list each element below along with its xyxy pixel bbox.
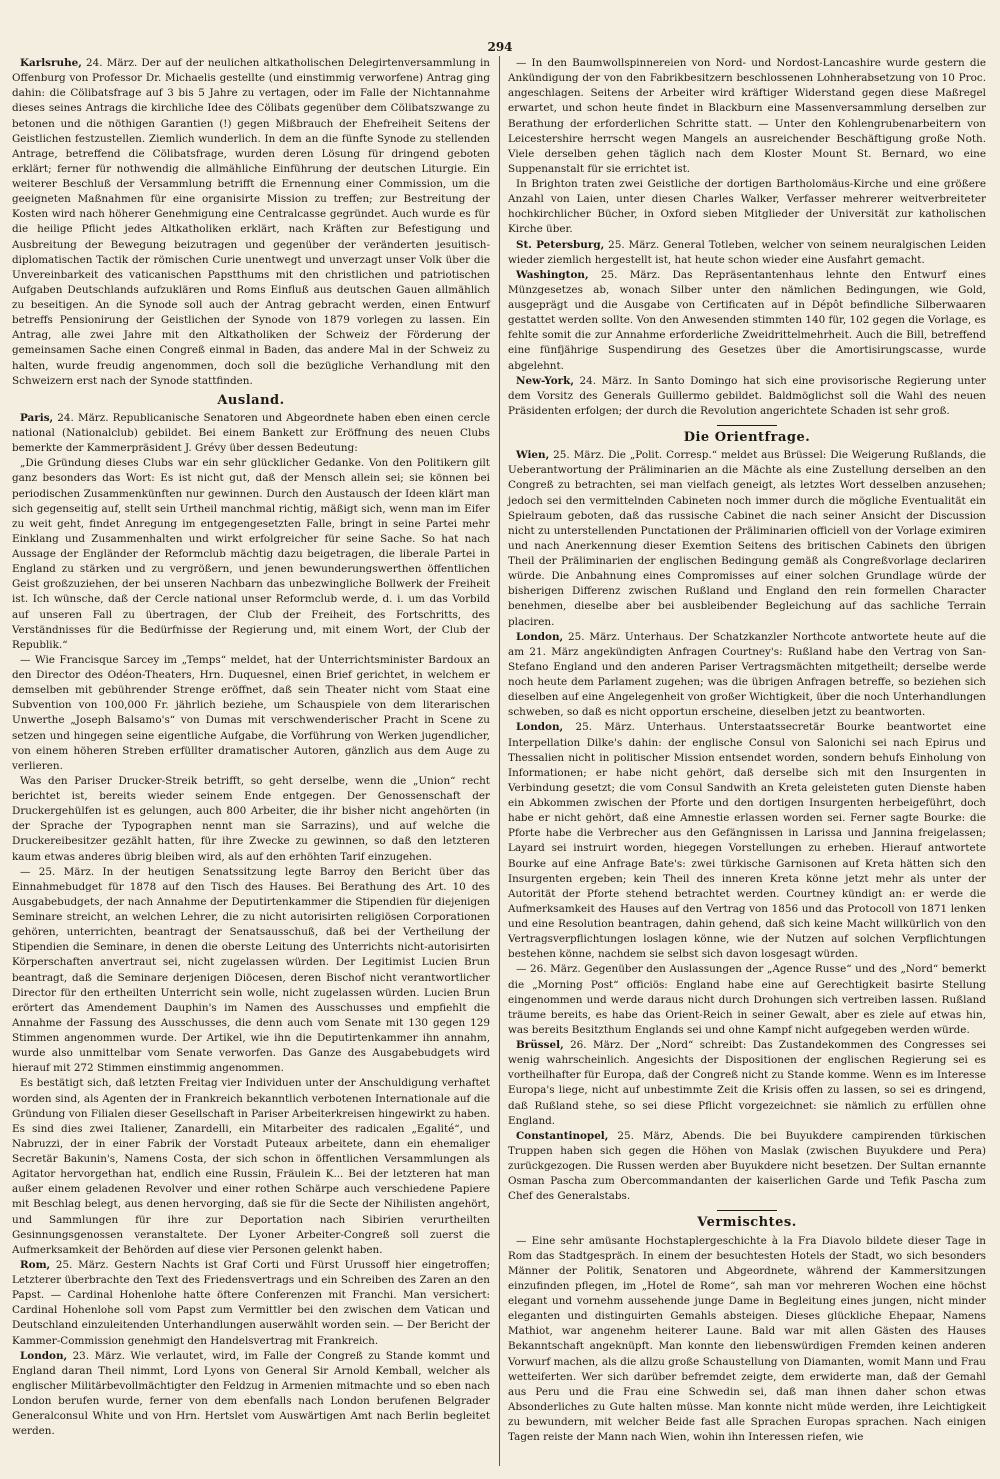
section-rule	[717, 425, 777, 426]
article-wien	[508, 448, 986, 630]
dateline: Constantinopel,	[516, 1129, 609, 1142]
article-text: 26. März. Der „Nord“ schreibt: Das Zustandekommen des Congresses sei wenig wahrscheinlich. Angesichts der Dispositionen der englischen Regierung sei es vortheilhafter für Europa, daß der Congreß nicht zu Stande komme. Wenn es im Interesse Europa's liege, nicht auf unbestimmte Zeit die Krisis offen zu lassen, so sei es dringend, daß Rußland stehe, so sei diese Pflicht vorgezeichnet: sie nämlich zu erfüllen ohne England.	[508, 1039, 986, 1127]
dateline: Paris,	[20, 411, 54, 424]
article-rom	[12, 1258, 490, 1349]
article-text: 25. März. Unterhaus. Unterstaatssecretär Bourke beantwortet eine Interpellation Dilke's dahin: der englische Consul von Salonichi sei nach Epirus und Thessalien nicht in politischer Mission entsendet worden, sondern behufs Einholung von Informationen; er habe nicht gehört, daß derselbe sich mit den Insurgenten in Verbindung gesetzt; die vom Consul Sandwith an Kreta geleisteten guten Dienste haben ein Abkommen zwischen der Pforte und den dortigen Insurgenten herbeigeführt, doch habe er nicht gehört, daß eine Amnestie erlassen worden sei. Ferner sagte Bourke: die Pforte habe die Verbrecher aus den Gefängnissen in Larissa und Jannina freigelassen; Layard sei instruirt worden, hiegegen Vorstellungen zu erheben. Hierauf antwortete Bourke auf eine Anfrage Bate's: zwei türkische Garnisonen auf Kreta hätten sich den Insurgenten ergeben; kein Theil des inneren Kreta könne jetzt mehr als unter der Autorität der Pforte stehend betrachtet werden. Courtney kündigt an: er werde die Aufmerksamkeit des Hauses auf den Vertrag von 1856 und das Protocoll von 1871 lenken und eine Resolution beantragen, dahin gehend, daß sich keine Macht willkürlich von den Vertragsverpflichtungen loslagen könne, wie der Nutzen auf solchen Verpflichtungen bestehen könne, nachdem sie selbst sich davon losgesagt würden.	[508, 721, 986, 961]
article-text: 25. März. Das Repräsentantenhaus lehnte den Entwurf eines Münzgesetzes ab, wonach Silber unter den nämlichen Bedingungen, wie Gold, ausgeprägt und die Ausgabe von Certificaten auf in Dépôt befindliche Silberwaaren gestattet werden sollte. Von den Anwesenden stimmten 140 für, 102 gegen die Vorlage, es fehlte somit die zur Annahme erforderliche Zweidrittelmehrheit. Auch die Bill, betreffend eine fünfjährige Suspendirung des Gesetzes über die Amortisirungscasse, wurde abgelehnt.	[508, 268, 986, 372]
article-london	[12, 1349, 490, 1440]
section-heading-ausland: Ausland.	[217, 392, 285, 408]
left-column	[12, 56, 490, 1439]
article-karlsruhe	[12, 56, 490, 389]
article-hochstapler: — Eine sehr amüsante Hochstaplergeschichte à la Fra Diavolo bildete dieser Tage in Rom das Stadtgespräch. In einem der besuchtesten Hotels der Stadt, wo sich besonders Männer der Politik, Senatoren und Abgeordnete, während der Kammersitzungen einzufinden pflegen, im „Hotel de Rome“, sah man vor mehreren Wochen eine höchst elegant und vornehm aussehende junge Dame in Begleitung eines jungen, nicht minder eleganten und distinguirten Gemahls absteigen. Dieses glückliche Ehepaar, Namens Mathiot, war angenehm heiterer Laune. Bald war mit allen Gästen des Hauses Bekanntschaft angeknüpft. Man konnte den liebenswürdigen Fremden keinen anderen Vorwurf machen, als die allzu große Schaustellung von Diamanten, womit Mann und Frau wetteiferten. Wer sich darüber befremdet zeigte, dem erwiderte man, daß der Gemahl aus Peru und die Frau eine Schwedin sei, daß man ihnen daher schon etwas Absonderliches zu Gute halten müsse. Man konnte nicht müde werden, ihre Leichtigkeit zu bewundern, mit welcher Beide fast alle Sprachen Europas sprachen. Nach einigen Tagen reiste der Mann nach Wien, wohin ihn Interessen riefen, wie	[508, 1234, 986, 1444]
dateline: London,	[20, 1349, 68, 1362]
article-london-northcote	[508, 630, 986, 721]
article-paris-internationale: Es bestätigt sich, daß letzten Freitag vier Individuen unter der Anschuldigung verhaftet worden sind, als Agenten der in Frankreich bekanntlich verbotenen Internationale auf die Gründung von Filialen dieser Gesellschaft in Pariser Arbeiterkreisen hingewirkt zu haben. Es sind dies zwei Italiener, Zanardelli, ein Mitarbeiter des radicalen „Egalité“, und Nabruzzi, der in einer Fabrik der Vorstadt Puteaux arbeitete, dann ein ehemaliger Secretär Bakunin's, Namens Costa, der sich schon in öffentlichen Versammlungen als Agitator hervorgethan hat, endlich eine Russin, Fräulein K... Bei der letzteren hat man außer einem geladenen Revolver und einer rothen Schärpe auch verschiedene Papiere mit Beschlag belegt, aus denen hervorging, daß sie für die Secte der Nihilisten angehört, und Sammlungen für ihre zur Deportation nach Sibirien verurtheilten Gesinnungsgenossen veranstaltete. Der Lyoner Arbeiter-Congreß soll zuerst die Aufmerksamkeit der Behörden auf diese vier Personen gelenkt haben.	[12, 1077, 490, 1256]
section-rule	[717, 1210, 777, 1211]
article-text: 25. März. Unterhaus. Der Schatzkanzler Northcote antwortete heute auf die am 21. März angekündigten Anfragen Courtney's: Rußland habe den Vertrag von San-Stefano England und den anderen Pariser Vertragsmächten mitgetheilt; derselbe werde noch heute dem Parlament zugehen; was die übrigen Anfragen betreffe, so beziehen sich dieselben auf eine Angelegenheit von großer Wichtigkeit, über die noch Unterhandlungen schweben, so daß es nicht opportun erscheine, dieselben jetzt zu beantworten.	[508, 630, 986, 719]
dateline: Karlsruhe,	[20, 57, 82, 69]
article-petersburg	[508, 238, 986, 268]
dateline: St. Petersburg,	[516, 238, 605, 251]
article-paris-senate: — 25. März. In der heutigen Senatssitzung legte Barroy den Bericht über das Einnahmebudget für 1878 auf den Tisch des Hauses. Bei Berathung des Art. 10 des Ausgabebudgets, der nach Annahme der Deputirtenkammer die Stipendien für diejenigen Seminare streicht, an welchen Lehrer, die zu nicht autorisirten religiösen Corporationen gehören, unterrichten, beantragt der Senatsausschuß, daß bei der Vertheilung der Stipendien die Seminare, in denen die oberste Leitung des Unterrichts nicht-autorisirten Körperschaften anvertraut sei, nicht zugelassen würden. Der Legitimist Lucien Brun beantragt, daß die Seminare derjenigen Diöcesen, deren Bischof nicht verantwortlicher Director für den ertheilten Unterricht sein wolle, nicht zugelassen würden. Lucien Brun erörtert das Amendement Dauphin's im Namen des Ausschusses und empfiehlt die Annahme der Fassung des Ausschusses, die denn auch vom Senate mit 130 gegen 129 Stimmen angenommen wurde. Der Artikel, wie ihn die Deputirtenkammer ihn annahm, wurde also unmittelbar vom Senate verworfen. Das Ganze des Ausgabebudgets wird hierauf mit 272 Stimmen einstimmig angenommen.	[12, 865, 490, 1075]
article-london-bourke	[508, 720, 986, 962]
article-paris-odeon: — Wie Francisque Sarcey im „Temps“ meldet, hat der Unterrichtsminister Bardoux an den Director des Odéon-Theaters, Hrn. Duquesnel, einen Brief gerichtet, in welchem er demselben mit gebührender Strenge eröffnet, daß sein Theater nicht vom Staat eine Subvention von 100,000 Fr. jährlich beziehe, um Schauspiele von dem literarischen Unwerthe „Joseph Balsamo's“ von Dumas mit verschwenderischer Pracht in Scene zu setzen und hingegen seine eigentliche Aufgabe, die Vorführung von Werken jugendlicher, von einem höheren Streben erfüllter dramatischer Autoren, gänzlich aus dem Auge zu verlieren.	[12, 653, 490, 772]
article-paris-strike: Was den Pariser Drucker-Streik betrifft, so geht derselbe, wenn die „Union“ recht berichtet ist, bereits wieder seinem Ende entgegen. Der Genossenschaft der Druckergehülfen ist es gelungen, auch 800 Arbeiter, die ihr bisher nicht angehörten (in der Sprache der Typographen nennt man sie Sarrazins), und auf welche die Druckereibesitzer gezählt hatten, für ihre Zwecke zu gewinnen, so daß den letzteren kaum etwas anderes übrig bleiben wird, als auf den erhöhten Tarif einzugehen.	[12, 774, 490, 863]
article-paris	[12, 411, 490, 456]
right-column	[508, 56, 986, 1445]
article-constantinopel	[508, 1129, 986, 1205]
dateline: Brüssel,	[516, 1039, 564, 1051]
section-heading-orientfrage: Die Orientfrage.	[683, 430, 811, 445]
article-new-york	[508, 374, 986, 419]
article-text: 23. März. Wie verlautet, wird, im Falle der Congreß zu Stande kommt und England daran Theil nimmt, Lord Lyons von General Sir Arnold Kemball, welcher als englischer Militärbevollmächtigter den Feldzug in Armenien mitmachte und so eben nach London berufen wurde, ferner von dem ebenfalls nach London berufenen Belgrader Generalconsul White und von Hrn. Hertslet vom Auswärtigen Amt nach Berlin begleitet werden.	[12, 1349, 490, 1438]
dateline: Rom,	[20, 1258, 51, 1271]
article-lancashire: — In den Baumwollspinnereien von Nord- und Nordost-Lancashire wurde gestern die Ankündigung der von den Fabrikbesitzern beschlossenen Lohnherabsetzung von 10 Proc. angeschlagen. Seitens der Arbeiter wird kräftiger Widerstand gegen diese Maßregel erwartet, und schon heute findet in Blackburn eine Massenversammlung derselben zur Berathung der erforderlichen Schritte statt. — Unter den Kohlengrubenarbeitern von Leicestershire herrscht wegen Mangels an ausreichender Beschäftigung große Noth. Viele derselben gehen täglich nach dem Kloster Mount St. Bernard, wo eine Suppenanstalt für sie errichtet ist.	[508, 57, 986, 175]
dateline: London,	[516, 721, 564, 734]
dateline: New-York,	[516, 374, 574, 387]
article-brighton: In Brighton traten zwei Geistliche der dortigen Bartholomäus-Kirche und eine größere Anzahl von Laien, unter diesen Charles Walker, Verfasser mehrerer weitverbreiteter hochkirchlicher Bücher, in Oxford sieben Mitglieder der Universität zur katholischen Kirche über.	[508, 178, 986, 236]
page-number: 294	[487, 40, 513, 54]
column-divider	[499, 56, 500, 1466]
article-text: 24. März. Republicanische Senatoren und Abgeordnete haben eben einen cercle national (Nationalclub) gebildet. Bei einem Bankett zur Eröffnung des neuen Clubs bemerkte der Kammerpräsident J. Grévy über dessen Bedeutung:	[12, 411, 490, 455]
dateline: Wien,	[516, 449, 550, 462]
section-heading-vermischtes: Vermischtes.	[697, 1215, 797, 1231]
article-text: 25. März. Gestern Nachts ist Graf Corti und Fürst Urussoff hier eingetroffen; Letzterer überbrachte den Text des Friedensvertrags und ein Schreiben des Zaren an den Papst. — Cardinal Hohenlohe hatte öftere Conferenzen mit Franchi. Man versichert: Cardinal Hohenlohe soll vom Papst zum Vermittler bei den zwischen dem Vatican und Deutschland einzuleitenden Unterhandlungen auserwählt worden sein. — Der Bericht der Kammer-Commission genehmigt den Handelsvertrag mit Frankreich.	[12, 1258, 490, 1347]
article-text: 25. März, Abends. Die bei Buyukdere campirenden türkischen Truppen haben sich gegen die Höhen von Maslak (zwischen Buyukdere und Pera) zurückgezogen. Die Russen werden aber Buyukdere nicht besetzen. Der Sultan ernannte Osman Pascha zum Obercommandanten der kaiserlichen Garde und Tefik Pascha zum Chef des Generalstabs.	[508, 1129, 986, 1203]
dateline: London,	[516, 630, 564, 643]
article-bruessel	[508, 1038, 986, 1129]
article-text: 24. März. In Santo Domingo hat sich eine provisorische Regierung unter dem Vorsitz des Generals Guillermo gebildet. Baldmöglichst soll die Wahl des neuen Präsidenten erfolgen; der durch die Revolution angerichtete Schaden ist sehr groß.	[508, 374, 986, 417]
article-text: 25. März. General Totleben, welcher von seinem neuralgischen Leiden wieder ziemlich hergestellt ist, hat heute schon wieder eine Ausfahrt gemacht.	[508, 238, 986, 266]
dateline: Washington,	[516, 268, 589, 281]
article-text: 24. März. Der auf der neulichen altkatholischen Delegirtenversammlung in Offenburg von Professor Dr. Michaelis gestellte (und einstimmig verworfene) Antrag ging dahin: die Cölibatsfrage auf 3 bis 5 Jahre zu vertagen, oder im Falle der Nichtannahme dieses seines Antrags die kirchliche Idee des Cölibats gegenüber dem Cölibatszwange zu betonen und die nöthigen Garantien (!) gegen Mißbrauch der Ehefreiheit Seitens der Geistlichen festzustellen. Ziemlich wunderlich. In dem an die fünfte Synode zu stellenden Antrage, betreffend die Cölibatsfrage, wurden deren Lösung für dringend geboten erklärt; ferner für nothwendig die allmähliche Einführung der deutschen Liturgie. Ein weiterer Beschluß der Versammlung betrifft die Ernennung einer Commission, um die geeigneten Maßnahmen für eine organisirte Mission zu treffen; zur Bestreitung der Kosten wird nach höherer Genehmigung eine Centralcasse gegründet. Auch wurde es für die heilige Pflicht jedes Altkatholiken erklärt, nach Kräften zur Befestigung und Ausbreitung der Bewegung beizutragen und gegenüber der veränderten jesuitisch-diplomatischen Tactik der römischen Curie unentwegt und unverzagt unser Volk über die Unvereinbarkeit des vaticanischen Papstthums mit den christlichen und patriotischen Aufgaben Deutschlands aufzuklären und Roms Einfluß aus deutschen Gauen allmählich zu beseitigen. An die Synode soll auch der Antrag gebracht werden, einen Entwurf betreffs Pensionirung der Geistlichen der Synode von 1879 vorlegen zu lassen. Ein Antrag, alle zwei Jahre mit den Altkatholiken der Schweiz der Förderung der gemeinsamen Sache einen Congreß einmal in Baden, das andere Mal in der Schweiz zu halten, wurde freudig angenommen, doch soll die bezügliche Verhandlung mit den Schweizern erst nach der Synode stattfinden.	[12, 57, 490, 387]
article-text: 25. März. Die „Polit. Corresp.“ meldet aus Brüssel: Die Weigerung Rußlands, die Ueberantwortung der Präliminarien an die Mächte als eine Zustellung derselben an den Congreß zu betrachten, sei man vielfach geneigt, als letztes Wort desselben anzusehen; jedoch sei den vermittelnden Cabineten noch immer durch die mögliche Eventualität ein Spielraum geboten, daß das russische Cabinet die nach seiner Ansicht der Discussion nicht zu unterstellenden Punctationen der Präliminarien officiell von der Vorlage eximiren und nach Anerkennung dieser Exemtion Seitens des britischen Cabinets den übrigen Theil der Präliminarien der englischen Bedingung gemäß als Congreßvorlage declariren würde. Die Anbahnung eines Compromisses auf einer solchen Grundlage würde der bisherigen Differenz zwischen Rußland und England den rein formellen Character benehmen, dieselbe aber bei ausbleibender Begleichung auf das sachliche Terrain placiren.	[508, 449, 986, 628]
article-morning-post: — 26. März. Gegenüber den Auslassungen der „Agence Russe“ und des „Nord“ bemerkt die „Morning Post“ officiös: England habe eine auf Gerechtigkeit basirte Stellung eingenommen und werde daraus nicht durch Drohungen sich vertreiben lassen. Rußland träume bereits, es habe das Orient-Reich in seiner Gewalt, aber es ziele auf etwas hin, was bereits Besitzthum Englands sei und ohne Kampf nicht aufgegeben werden würde.	[508, 963, 986, 1036]
article-paris-quote: „Die Gründung dieses Clubs war ein sehr glücklicher Gedanke. Von den Politikern gilt ganz besonders das Wort: Es ist nicht gut, daß der Mensch allein sei; sie können bei periodischen Zusammenkünften nur gewinnen. Durch den Austausch der Ideen klärt man sich gegenseitig auf, stellt sein Urtheil manchmal richtig, mäßigt sich, wenn man im Eifer zu weit geht, findet Anregung im entgegengesetzten Falle, bringt in seine Partei mehr Einklang und Zusammenhalten und wirkt erfolgreicher für seine Sache. So hat nach Aussage der Engländer der Reformclub mächtig dazu beigetragen, die liberale Partei in England zu stärken und zu vergrößern, und jenen bewunderungswerthen öffentlichen Geist großzuziehen, der bei unseren Nachbarn das unbezwingliche Bollwerk der Freiheit ist. Ich wünsche, daß der Cercle national unser Reformclub werde, d. i. um das Vorbild auf unseren Fall zu übertragen, der Club der Freiheit, des Fortschritts, des Verständnisses für die Bedürfnisse der Regierung und, mit einem Wort, der Club der Republik.“	[12, 457, 490, 651]
article-washington	[508, 268, 986, 374]
